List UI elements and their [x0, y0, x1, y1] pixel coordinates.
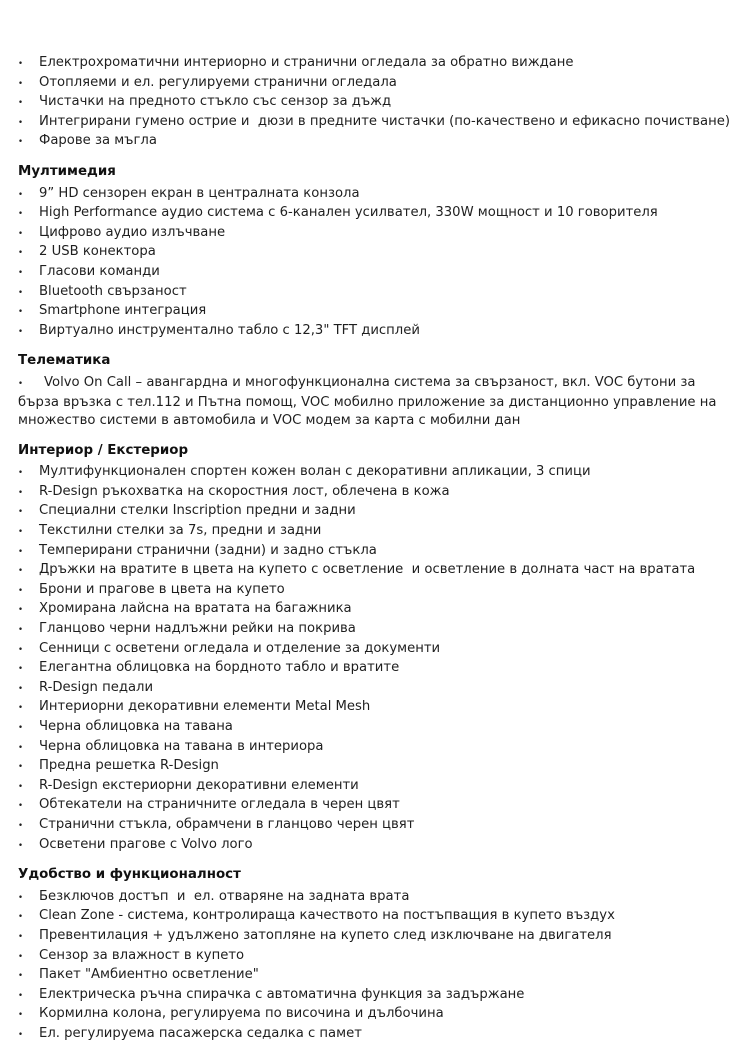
- bullet-icon: •: [18, 664, 24, 675]
- bullet-icon: •: [18, 326, 24, 337]
- bullet-icon: •: [18, 98, 24, 109]
- list-item: [18, 927, 740, 947]
- list-item-text: Виртуално инструментално табло с 12,3" TFT дисплей: [39, 322, 420, 338]
- list-item: [18, 561, 740, 581]
- bullet-icon: •: [18, 931, 24, 942]
- bullet-icon: •: [18, 781, 24, 792]
- list-item-text: Предна решетка R-Design: [39, 758, 219, 774]
- list-item: [18, 816, 740, 836]
- bullet-icon: •: [18, 307, 24, 318]
- list-item: [18, 777, 740, 797]
- list-item: [18, 836, 740, 856]
- list-item-text: Гланцово черни надлъжни рейки на покрива: [39, 621, 356, 637]
- list-item: [18, 463, 740, 483]
- list-item-text: Хромирана лайсна на вратата на багажника: [39, 601, 352, 617]
- list-item: [18, 966, 740, 986]
- list-item-text: Smartphone интеграция: [39, 303, 207, 319]
- bullet-icon: •: [18, 267, 24, 278]
- bullet-icon: •: [18, 762, 24, 773]
- list-item-text: Интериорни декоративни елементи Metal Mesh: [39, 699, 371, 715]
- list-item-text: Интегрирани гумено острие и дюзи в предните чистачки (по-качествено и ефикасно почистване): [39, 113, 730, 129]
- list-item: [18, 93, 740, 113]
- bullet-icon: •: [18, 527, 24, 538]
- list-item: [18, 224, 740, 244]
- list-item-text: 9” HD сензорен екран в централната конзола: [39, 185, 360, 201]
- list-item-text: R-Design екстериорни декоративни елементи: [39, 777, 359, 793]
- list-item: [18, 620, 740, 640]
- list-item-text: Превентилация + удължено затопляне на купето след изключване на двигателя: [39, 927, 612, 943]
- bullet-icon: •: [18, 117, 24, 128]
- list-item-text: Странични стъкла, обрамчени в гланцово черен цвят: [39, 816, 415, 832]
- bullet-icon: •: [18, 487, 24, 498]
- bullet-icon: •: [18, 546, 24, 557]
- feature-list-interior-exterior: [18, 463, 740, 855]
- list-item: [18, 698, 740, 718]
- list-item: [18, 542, 740, 562]
- list-item-text: Гласови команди: [39, 263, 160, 279]
- list-item: [18, 302, 740, 322]
- bullet-icon: •: [18, 228, 24, 239]
- bullet-icon: •: [18, 287, 24, 298]
- list-item-text: Мултифункционален спортен кожен волан с декоративни апликации, 3 спици: [39, 464, 591, 480]
- list-item: [18, 283, 740, 303]
- list-item: [18, 1005, 740, 1025]
- bullet-icon: •: [18, 840, 24, 851]
- list-item: [18, 1025, 740, 1045]
- list-item: [18, 132, 740, 152]
- list-item-text: Цифрово аудио излъчване: [39, 224, 226, 240]
- bullet-icon: •: [18, 209, 24, 220]
- list-item: [18, 600, 740, 620]
- list-item-text: Осветени прагове с Volvo лого: [39, 836, 253, 852]
- bullet-icon: •: [18, 507, 24, 518]
- list-item-text: Обтекатели на страничните огледала в черен цвят: [39, 797, 400, 813]
- list-item-text: Специални стелки Inscription предни и задни: [39, 503, 356, 519]
- list-item: [18, 757, 740, 777]
- list-item-text: Bluetooth свързаност: [39, 283, 187, 299]
- list-item: [18, 263, 740, 283]
- section-title-comfort-functionality: Удобство и функционалност: [18, 867, 241, 883]
- list-item-text: 2 USB конектора: [39, 244, 156, 260]
- list-item-text: Брони и прагове в цвета на купето: [39, 581, 285, 597]
- list-item-text: Сенници с осветени огледала и отделение за документи: [39, 640, 441, 656]
- list-item: [18, 796, 740, 816]
- list-item: [18, 640, 740, 660]
- list-item-text: Ел. регулируема пасажерска седалка с памет: [39, 1025, 362, 1041]
- list-item: [18, 679, 740, 699]
- list-item: [18, 483, 740, 503]
- bullet-icon: •: [18, 137, 24, 148]
- bullet-icon: •: [18, 248, 24, 259]
- list-item: [18, 738, 740, 758]
- section-title-telematics: Телематика: [18, 353, 111, 369]
- list-item-text: High Performance аудио система с 6-канален усилвател, 330W мощност и 10 говорителя: [39, 205, 658, 221]
- bullet-icon: •: [18, 990, 24, 1001]
- list-item: [18, 947, 740, 967]
- bullet-icon: •: [18, 189, 24, 200]
- bullet-icon: •: [18, 468, 24, 479]
- bullet-icon: •: [18, 892, 24, 903]
- list-item-text: Фарове за мъгла: [39, 133, 157, 149]
- list-item: [18, 54, 740, 74]
- section-title-interior-exterior: Интериор / Екстериор: [18, 442, 189, 458]
- feature-list-comfort: [18, 888, 740, 1045]
- list-item-text: Електрохроматични интериорно и странични огледала за обратно виждане: [39, 55, 574, 70]
- bullet-icon: •: [18, 683, 24, 694]
- list-item-text: Черна облицовка на тавана в интериора: [39, 738, 324, 754]
- list-item: [18, 502, 740, 522]
- bullet-icon: •: [18, 723, 24, 733]
- list-item-text: Кормилна колона, регулируема по височина и дълбочина: [39, 1006, 444, 1022]
- list-item: [18, 581, 740, 601]
- list-item: [18, 907, 740, 927]
- bullet-icon: •: [18, 566, 24, 577]
- list-item-text: Черна облицовка на тавана: [39, 719, 233, 734]
- feature-list-multimedia: [18, 185, 740, 342]
- bullet-icon: •: [18, 59, 24, 69]
- list-item: [18, 522, 740, 542]
- list-item: [18, 113, 740, 133]
- bullet-icon: •: [18, 951, 24, 962]
- list-item-text: Дръжки на вратите в цвета на купето с осветление и осветление в долната част на вратата: [39, 562, 696, 578]
- list-item: [18, 204, 740, 224]
- list-item: [18, 243, 740, 263]
- list-item-text: Пакет "Амбиентно осветление": [39, 967, 259, 983]
- list-item-text: Отопляеми и ел. регулируеми странични огледала: [39, 74, 397, 90]
- bullet-icon: •: [18, 585, 24, 596]
- list-item: [18, 74, 740, 94]
- list-item-text: Безключов достъп и ел. отваряне на задната врата: [39, 888, 410, 904]
- bullet-icon: •: [18, 1029, 24, 1040]
- list-item: [18, 322, 740, 342]
- list-item-text: Чистачки на предното стъкло със сензор за дъжд: [39, 94, 392, 110]
- list-item-text: R-Design ръкохватка на скоростния лост, облечена в кожа: [39, 483, 450, 499]
- section-title-multimedia: Мултимедия: [18, 163, 116, 179]
- bullet-icon: •: [18, 820, 24, 831]
- bullet-icon: •: [18, 971, 24, 982]
- feature-list-intro: [18, 54, 740, 152]
- list-item: [18, 718, 740, 738]
- bullet-icon: •: [18, 78, 24, 89]
- bullet-icon: •: [18, 801, 24, 812]
- list-item-text: Електрическа ръчна спирачка с автоматична функция за задържане: [39, 986, 525, 1002]
- list-item: [18, 374, 740, 431]
- list-item-text: Volvo On Call – авангардна и многофункционална система за свързаност, вкл. VOC бутони за бърза връзка с тел.112 и Пътна помощ, VOC мобилно приложение за дистанционно управление на множество системи в автомобила и VOC модем за карта с мобилни дан: [18, 374, 721, 429]
- list-item-text: Темперирани странични (задни) и задно стъкла: [39, 542, 377, 558]
- bullet-icon: •: [18, 912, 24, 923]
- list-item-text: Clean Zone - система, контролираща качеството на постъпващия в купето въздух: [39, 908, 615, 924]
- bullet-icon: •: [18, 644, 24, 655]
- bullet-icon: •: [18, 1010, 24, 1021]
- list-item-text: Текстилни стелки за 7s, предни и задни: [39, 523, 322, 539]
- bullet-icon: •: [18, 378, 24, 389]
- list-item-text: Елегантна облицовка на бордното табло и вратите: [39, 660, 400, 676]
- bullet-icon: •: [18, 703, 24, 714]
- bullet-icon: •: [18, 605, 24, 616]
- list-item-text: Сензор за влажност в купето: [39, 947, 245, 963]
- list-item: [18, 888, 740, 908]
- list-item: [18, 659, 740, 679]
- list-item: [18, 986, 740, 1006]
- bullet-icon: •: [18, 625, 24, 636]
- bullet-icon: •: [18, 742, 24, 753]
- list-item-text: R-Design педали: [39, 679, 154, 695]
- list-item: [18, 185, 740, 205]
